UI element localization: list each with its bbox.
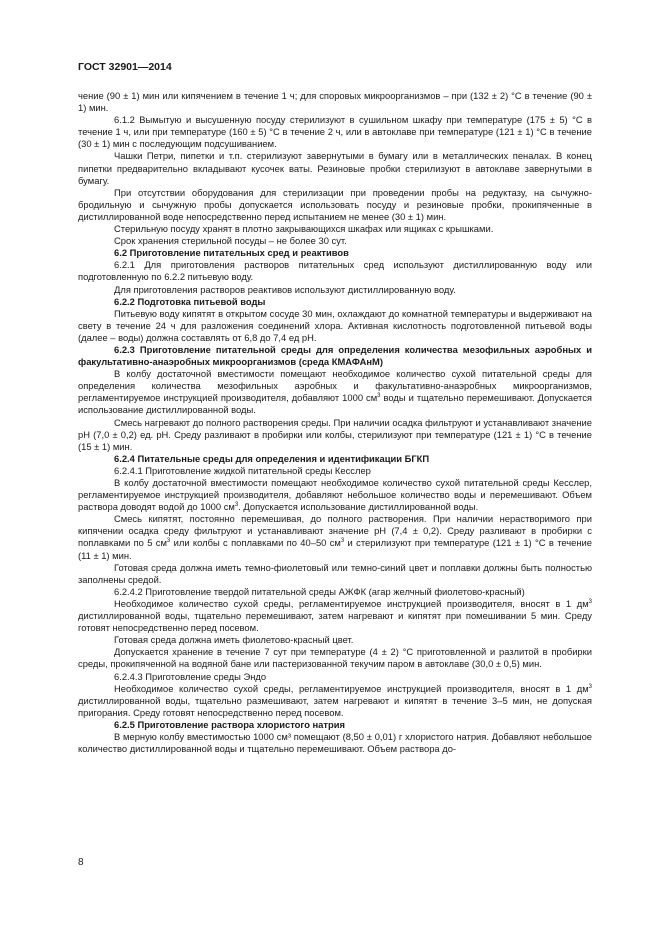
text-run: Необходимое количество сухой среды, регламентируемое инструкцией производителя, вносят в 1 дм (114, 682, 589, 694)
paragraph: Готовая среда должна иметь темно-фиолетовый или темно-синий цвет и поплавки должны быть полностью заполнены средой. (78, 561, 592, 585)
paragraph (78, 683, 592, 719)
document-body (78, 90, 592, 755)
subsection-heading: 6.2.3 Приготовление питательной среды для определения количества мезофильных аэробных и факультативно-анаэробных микроорганизмов (среда КМАФАнМ) (78, 343, 592, 368)
text-run: дистиллированной воды, тщательно размешивают, затем нагревают и кипятят в течение 3–5 мин, не допуская пригорания. Среду готовят непосредственно перед посевом. (78, 694, 592, 718)
section-heading: 6.2 Приготовление питательных сред и реактивов (114, 247, 349, 259)
subsection-heading: 6.2.4 Питательные среды для определения и идентификации БГКП (114, 452, 430, 464)
document-code-header: ГОСТ 32901—2014 (78, 61, 172, 73)
paragraph: Смесь нагревают до полного растворения среды. При наличии осадка фильтруют и устанавливают значение рН (7,0 ± 0,2) ед. рН. Среду разливают в пробирки или колбы, стерилизуют при температуре (121 ± 1) °С в течение (15 ± 1) мин. (78, 416, 592, 452)
subsection-heading: 6.2.5 Приготовление раствора хлористого натрия (114, 718, 345, 730)
text-run: воды и тщательно перемешивают. Допускается использование дистиллированной воды. (78, 392, 592, 416)
text-run: В колбу достаточной вместимости помещают необходимое количество сухой питательной среды Кесслер, регламентируемое инструкцией производителя, добавляют небольшое количество воды и перемешивают. Объем раствора доводят водой до 1000 см (78, 477, 592, 513)
text-run: . Допускается использование дистиллированной воды. (238, 501, 479, 513)
paragraph: Чашки Петри, пипетки и т.п. стерилизуют завернутыми в бумагу или в металлических пеналах. В конец пипетки предварительно вкладывают кусочек ваты. Резиновые пробки стерилизуют в автоклаве завернутыми в бумагу. (78, 150, 592, 186)
superscript: 3 (166, 538, 171, 545)
paragraph: Срок хранения стерильной посуды – не более 30 сут. (114, 235, 347, 247)
superscript: 3 (588, 598, 592, 605)
paragraph: При отсутствии оборудования для стерилизации при проведении пробы на редуктазу, на сычужно-бродильную и сычужную пробы допускается использовать посуду и резиновые пробки, прокипяченные в дистиллированной воде непосредственно перед испытанием не менее (30 ± 1) мин. (78, 186, 592, 222)
paragraph (78, 513, 592, 561)
text-run: дистиллированной воды, тщательно перемешивают, затем нагревают и кипятят при помешивании 5 мин. Среду готовят непосредственно перед посевом. (78, 610, 592, 634)
superscript: 3 (340, 538, 345, 545)
page-number: 8 (78, 857, 84, 868)
paragraph: Готовая среда должна иметь фиолетово-красный цвет. (114, 634, 354, 646)
paragraph: В мерную колбу вместимостью 1000 см³ помещают (8,50 ± 0,01) г хлористого натрия. Добавляют небольшое количество дистиллированной воды и тщательно перемешивают. Объем раствора до- (78, 730, 592, 755)
paragraph: Стерильную посуду хранят в плотно закрывающихся шкафах или ящиках с крышками. (114, 223, 494, 235)
paragraph: 6.2.4.2 Приготовление твердой питательной среды АЖФК (агар желчный фиолетово-красный) (114, 585, 525, 597)
paragraph (78, 477, 592, 513)
paragraph: 6.2.1 Для приготовления растворов питательных сред используют дистиллированную воду или подготовленную по 6.2.2 питьевую воду. (78, 259, 592, 283)
superscript: 3 (234, 502, 239, 509)
document-page (78, 61, 592, 755)
text-run: или колбы с поплавками по 40–50 см (170, 537, 341, 549)
paragraph: 6.2.4.1 Приготовление жидкой питательной среды Кесслер (114, 464, 371, 476)
paragraph: 6.1.2 Вымытую и высушенную посуду стерилизуют в сушильном шкафу при температуре (175 ± 5) °С в течение 1 ч, или при температуре (160 ± 5) °С в течение 2 ч, или в автоклаве при температуре (121 ± 1) °С в течение (30 ± 1) мин с последующим подсушиванием. (78, 114, 592, 150)
text-run: Смесь кипятят, постоянно перемешивая, до полного растворения. При наличии нерастворимого при кипячении осадка среду фильтруют и устанавливают значение рН (7,4 ± 0,2). Среду разливают в пробирки с поплавками по 5 см (78, 513, 592, 549)
superscript: 3 (377, 393, 381, 400)
paragraph: Для приготовления растворов реактивов используют дистиллированную воду. (114, 283, 456, 295)
text-run: и стерилизуют при температуре (121 ± 1) °С в течение (11 ± 1) мин. (78, 537, 593, 561)
text-run: В колбу достаточной вместимости помещают необходимое количество сухой питательной среды для определения количества мезофильных аэробных и факультативно-анаэробных микроорганизмов, регламентируемое инструкцией производителя, добавляют 1000 см (78, 368, 592, 404)
paragraph (78, 368, 592, 416)
paragraph: 6.2.4.3 Приготовление среды Эндо (114, 670, 267, 682)
subsection-heading: 6.2.2 Подготовка питьевой воды (114, 295, 266, 307)
paragraph: Допускается хранение в течение 7 сут при температуре (4 ± 2) °С приготовленной и разлитой в пробирки среды, прокипяченной на водяной бане или пастеризованной текучим паром в автоклаве (30,0 ± 0,5) мин. (78, 646, 592, 670)
paragraph: чение (90 ± 1) мин или кипячением в течение 1 ч; для споровых микроорганизмов – при (132 ± 2) °С в течение (90 ± 1) мин. (78, 90, 592, 114)
paragraph: Питьевую воду кипятят в открытом сосуде 30 мин, охлаждают до комнатной температуры и выдерживают на свету в течение 24 ч для разложения соединений хлора. Активная кислотность подготовленной питьевой воды (далее – воды) должна составлять от 6,8 до 7,4 ед рН. (78, 307, 592, 343)
text-run: Необходимое количество сухой среды, регламентируемое инструкцией производителя, вносят в 1 дм (114, 597, 589, 609)
paragraph (78, 598, 592, 634)
superscript: 3 (588, 683, 592, 690)
